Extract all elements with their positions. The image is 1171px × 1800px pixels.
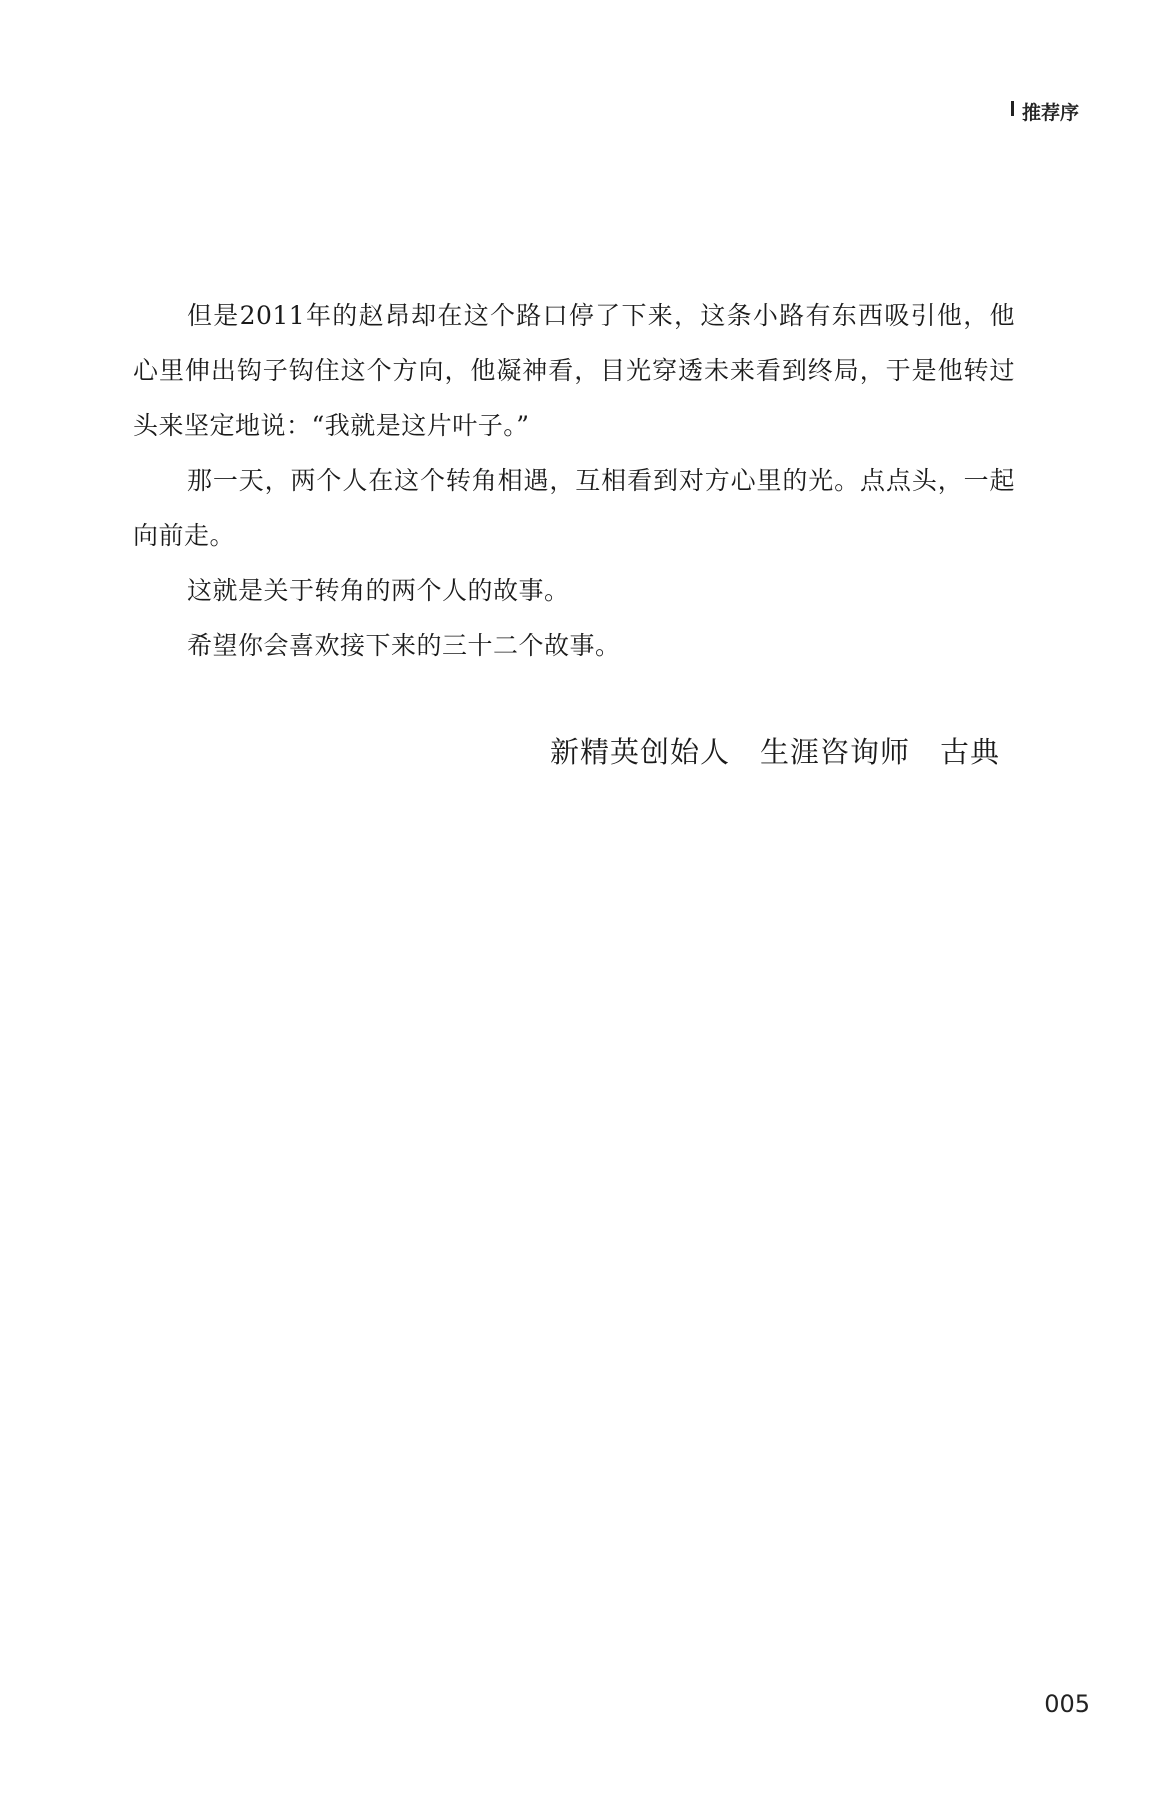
page-number: 005 (1044, 1690, 1090, 1718)
paragraph-1: 但是2011年的赵昂却在这个路口停了下来，这条小路有东西吸引他，他心里伸出钩子钩住这个方向，他凝神看，目光穿透未来看到终局，于是他转过头来坚定地说：“我就是这片叶子。” (133, 301, 1015, 440)
header-marker-bar (1011, 101, 1014, 116)
paragraph-2: 那一天，两个人在这个转角相遇，互相看到对方心里的光。点点头，一起向前走。 (133, 466, 1015, 550)
paragraph-3: 这就是关于转角的两个人的故事。 (187, 576, 570, 605)
paragraph-4: 希望你会喜欢接下来的三十二个故事。 (187, 631, 621, 660)
author-signature: 新精英创始人 生涯咨询师 古典 (549, 735, 1000, 769)
running-header (1011, 98, 1079, 124)
body-text (133, 288, 1015, 673)
section-title: 推荐序 (1022, 101, 1080, 124)
